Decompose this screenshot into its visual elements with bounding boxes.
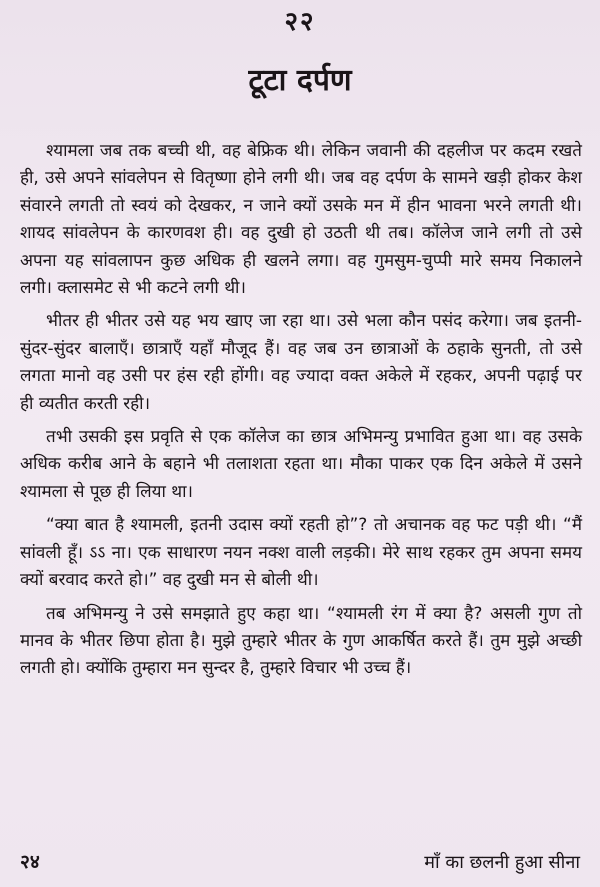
chapter-number: २२ (284, 7, 316, 37)
paragraph-3: तभी उसकी इस प्रवृति से एक कॉलेज का छात्र अभिमन्यु प्रभावित हुआ था। वह उसके अधिक करीब आने के बहाने भी तलाशता रहता था। मौका पाकर एक दिन अकेले में उसने श्यामला से पूछ ही लिया था। (20, 427, 582, 502)
paragraph-4: “क्या बात है श्यामली, इतनी उदास क्यों रहती हो”? तो अचानक वह फट पड़ी थी। “मैं सांवली हूँ। ऽऽ ना। एक साधारण नयन नक्श वाली लड़की। मेरे साथ रहकर तुम अपना समय क्यों बरवाद करते हो।” वह दुखी मन से बोली थी। (20, 515, 582, 591)
running-book-title: माँ का छलनी हुआ सीना (424, 852, 580, 873)
paragraph-2: भीतर ही भीतर उसे यह भय खाए जा रहा था। उसे भला कौन पसंद करेगा। जब इतनी-सुंदर-सुंदर बालाएँ। छात्राएँ यहाँ मौजूद हैं। वह जब उन छात्राओं के ठहाके सुनती, तो उसे लगता मानो वह उसी पर हंस रही होंगी। वह ज्यादा वक्त अकेले में रहकर, अपनी पढ़ाई पर ही व्यतीत करती रही। (20, 311, 582, 414)
chapter-body (20, 138, 582, 689)
page-footer (20, 848, 580, 878)
paragraph-5: तब अभिमन्यु ने उसे समझाते हुए कहा था। “श्यामली रंग में क्या है? असली गुण तो मानव के भीतर छिपा होता है। मुझे तुम्हारे भीतर के गुण आकर्षित करते हैं। तुम मुझे अच्छी लगती हो। क्योंकि तुम्हारा मन सुन्दर है, तुम्हारे विचार भी उच्च हैं। (20, 603, 582, 679)
chapter-title: टूटा दर्पण (248, 63, 352, 98)
page-number: २४ (20, 851, 40, 873)
paragraph-1: श्यामला जब तक बच्ची थी, वह बेफ्रिक थी। लेकिन जवानी की दहलीज पर कदम रखते ही, उसे अपने सांवलेपन से वितृष्णा होने लगी थी। जब वह दर्पण के सामने खड़ी होकर केश संवारने लगती तो स्वयं को देखकर, न जाने क्यों उसके मन में हीन भावना भरने लगती थी। शायद सांवलेपन के कारणवश ही। वह दुखी हो उठती थी तब। कॉलेज जाने लगी तो उसे अपना यह सांवलापन कुछ अधिक ही खलने लगा। वह गुमसुम-चुप्पी मारे समय निकालने लगी। क्लासमेट से भी कटने लगी थी। (20, 141, 582, 299)
